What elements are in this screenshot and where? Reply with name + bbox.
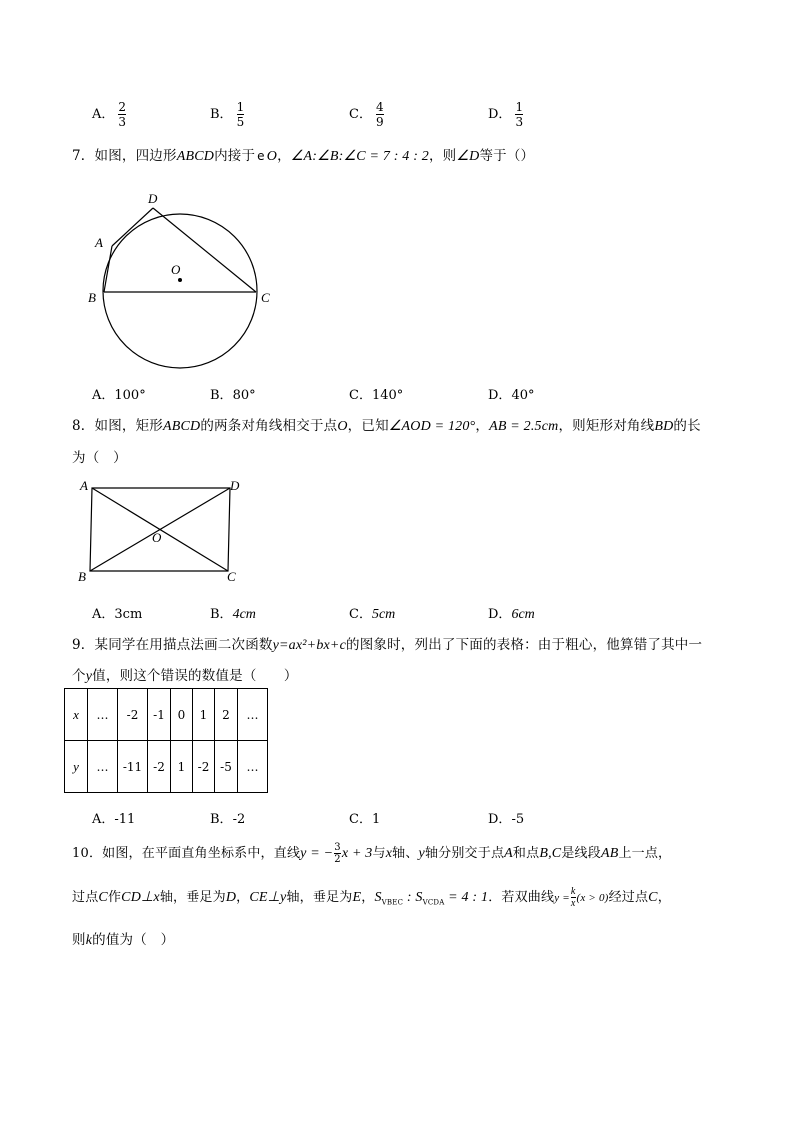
table-row-y	[65, 741, 268, 793]
table-cell: …	[88, 689, 118, 741]
table-cell: …	[238, 689, 268, 741]
q6-option-a-fraction: $\frac{2}{3}$	[118, 100, 127, 129]
q9-option-a[interactable]: A．-11	[92, 812, 136, 827]
label-d: D	[148, 191, 158, 206]
table-cell: …	[88, 741, 118, 793]
center-point-o	[178, 278, 182, 282]
q7-option-d[interactable]: D．40°	[488, 388, 535, 403]
q8-figure	[74, 476, 254, 586]
q7-figure	[80, 186, 280, 376]
q6-option-b[interactable]: B． $\frac{1}{5}$	[210, 100, 245, 129]
q6-option-b-fraction: $\frac{1}{5}$	[236, 100, 245, 129]
q10-stem-line2: 过点C作CD⊥x轴，垂足为D，CE⊥y轴，垂足为E，$S_{VBEC}$ : $S_{VCDA} = 4$ : 1．若双曲线y = $\frac{k}{x}$ (x > 0)经过点C，	[72, 886, 671, 909]
q6-option-d-fraction: $\frac{1}{3}$	[515, 100, 524, 129]
q9-option-d[interactable]: D．-5	[488, 812, 525, 827]
q9-stem-line2: 个y值，则这个错误的数值是（ ）	[72, 668, 298, 684]
table-cell: 1	[171, 741, 193, 793]
table-cell: -11	[118, 741, 148, 793]
q6-option-a[interactable]: A． $\frac{2}{3}$	[92, 100, 127, 129]
table-cell: -2	[148, 741, 171, 793]
label-o: O	[171, 262, 181, 277]
table-header-y: y	[65, 741, 88, 793]
q10-stem-line3: 则k的值为（ ）	[72, 932, 175, 948]
q7-option-a[interactable]: A．100°	[92, 388, 146, 403]
q8-stem-line2: 为（ ）	[72, 450, 127, 466]
q10-stem-line1: 10．如图，在平面直角坐标系中，直线y = − $\frac{3}{2}$ x + 3与x轴、y轴分别交于点A和点B,C是线段AB上一点，	[72, 842, 672, 865]
q9-value-table	[64, 688, 268, 793]
q7-option-c[interactable]: C．140°	[349, 388, 404, 403]
q6-option-c[interactable]: C． $\frac{4}{9}$	[349, 100, 384, 129]
circumcircle	[103, 214, 257, 368]
q9-option-b[interactable]: B．-2	[210, 812, 246, 827]
segment-ab	[104, 246, 112, 292]
q7-stem: 7．如图，四边形ABCD内接于 e O，∠A:∠B:∠C = 7 : 4 : 2，则∠D等于（）	[72, 148, 535, 164]
q6-option-c-fraction: $\frac{4}{9}$	[375, 100, 384, 129]
segment-dc	[153, 208, 256, 292]
label-c: C	[261, 290, 270, 305]
table-cell: 0	[171, 689, 193, 741]
table-cell: …	[238, 741, 268, 793]
label-c: C	[227, 569, 236, 584]
table-cell: 2	[215, 689, 238, 741]
table-cell: -2	[193, 741, 215, 793]
q6-option-d[interactable]: D． $\frac{1}{3}$	[488, 100, 524, 129]
q8-option-a[interactable]: A．3cm	[92, 607, 143, 622]
slope-fraction: $\frac{3}{2}$	[334, 842, 341, 865]
q8-option-d[interactable]: D．6cm	[488, 607, 535, 622]
table-row-x	[65, 689, 268, 741]
table-cell: 1	[193, 689, 215, 741]
table-cell: -1	[148, 689, 171, 741]
label-a: A	[95, 235, 103, 250]
q8-option-b[interactable]: B．4cm	[210, 607, 256, 622]
q9-option-c[interactable]: C．1	[349, 812, 381, 827]
label-b: B	[78, 569, 86, 584]
label-d: D	[230, 478, 240, 493]
label-b: B	[88, 290, 96, 305]
q9-stem-line1: 9．某同学在用描点法画二次函数y=ax²+bx+c的图象时，列出了下面的表格：由于粗心，他算错了其中一	[72, 637, 703, 653]
q8-stem-line1: 8．如图，矩形ABCD的两条对角线相交于点O，已知∠AOD = 120°，AB = 2.5cm，则矩形对角线BD的长	[72, 418, 701, 434]
label-o: O	[152, 530, 162, 545]
hyperbola-fraction: $\frac{k}{x}$	[570, 886, 576, 909]
label-a: A	[80, 478, 88, 493]
table-cell: -5	[215, 741, 238, 793]
q7-option-b[interactable]: B．80°	[210, 388, 256, 403]
segment-ad	[112, 208, 153, 246]
q8-option-c[interactable]: C．5cm	[349, 607, 396, 622]
table-header-x: x	[65, 689, 88, 741]
table-cell: -2	[118, 689, 148, 741]
